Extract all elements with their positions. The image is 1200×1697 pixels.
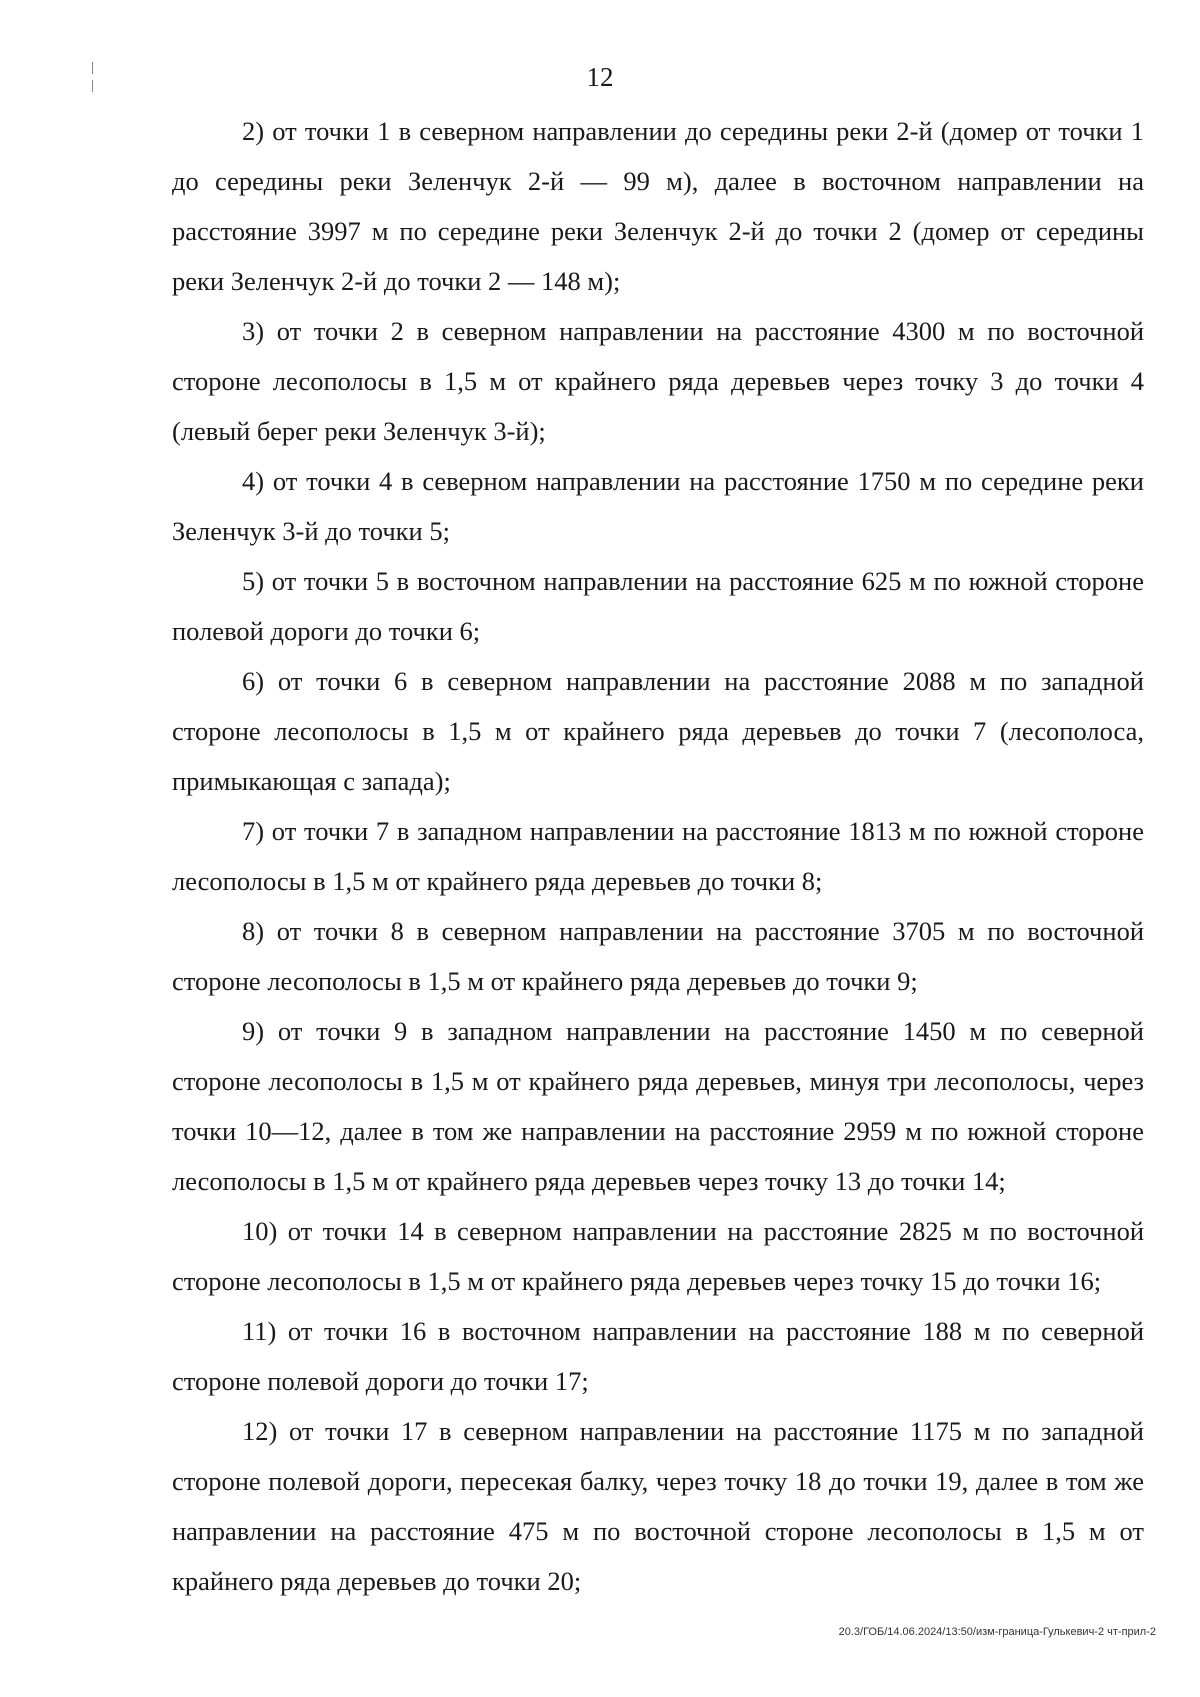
document-footer-code: 20.3/ГОБ/14.06.2024/13:50/изм-граница-Гулькевич-2 чт-прил-2: [838, 1626, 1156, 1638]
paragraph-item-4: 4) от точки 4 в северном направлении на расстояние 1750 м по середине реки Зеленчук 3-й до точки 5;: [172, 466, 1144, 546]
page-number: 12: [586, 62, 614, 92]
paragraph-item-12: 12) от точки 17 в северном направлении на расстояние 1175 м по западной стороне полевой дороги, пересекая балку, через точку 18 до точки 19, далее в том же направлении на расстояние 475 м по восточной стороне лесополосы в 1,5 м от крайнего ряда деревьев до точки 20;: [172, 1416, 1144, 1596]
paragraph-item-10: 10) от точки 14 в северном направлении на расстояние 2825 м по восточной стороне лесополосы в 1,5 м от крайнего ряда деревьев через точку 15 до точки 16;: [172, 1216, 1144, 1296]
paragraph-item-5: 5) от точки 5 в восточном направлении на расстояние 625 м по южной стороне полевой дороги до точки 6;: [172, 566, 1144, 646]
paragraph-item-3: 3) от точки 2 в северном направлении на расстояние 4300 м по восточной стороне лесополосы в 1,5 м от крайнего ряда деревьев через точку 3 до точки 4 (левый берег реки Зеленчук 3-й);: [172, 316, 1144, 446]
document-body: [172, 106, 1144, 1606]
paragraph-item-11: 11) от точки 16 в восточном направлении на расстояние 188 м по северной стороне полевой дороги до точки 17;: [172, 1316, 1144, 1396]
paragraph-item-9: 9) от точки 9 в западном направлении на расстояние 1450 м по северной стороне лесополосы в 1,5 м от крайнего ряда деревьев, минуя три лесополосы, через точки 10—12, далее в том же направлении на расстояние 2959 м по южной стороне лесополосы в 1,5 м от крайнего ряда деревьев через точку 13 до точки 14;: [172, 1016, 1144, 1196]
paragraph-item-8: 8) от точки 8 в северном направлении на расстояние 3705 м по восточной стороне лесополосы в 1,5 м от крайнего ряда деревьев до точки 9;: [172, 916, 1144, 996]
paragraph-item-2: 2) от точки 1 в северном направлении до середины реки 2-й (домер от точки 1 до середины реки Зеленчук 2-й — 99 м), далее в восточном направлении на расстояние 3997 м по середине реки Зеленчук 2-й до точки 2 (домер от середины реки Зеленчук 2-й до точки 2 — 148 м);: [172, 116, 1144, 296]
paragraph-item-6: 6) от точки 6 в северном направлении на расстояние 2088 м по западной стороне лесополосы в 1,5 м от крайнего ряда деревьев до точки 7 (лесополоса, примыкающая с запада);: [172, 666, 1144, 796]
paragraph-item-7: 7) от точки 7 в западном направлении на расстояние 1813 м по южной стороне лесополосы в 1,5 м от крайнего ряда деревьев до точки 8;: [172, 816, 1144, 896]
